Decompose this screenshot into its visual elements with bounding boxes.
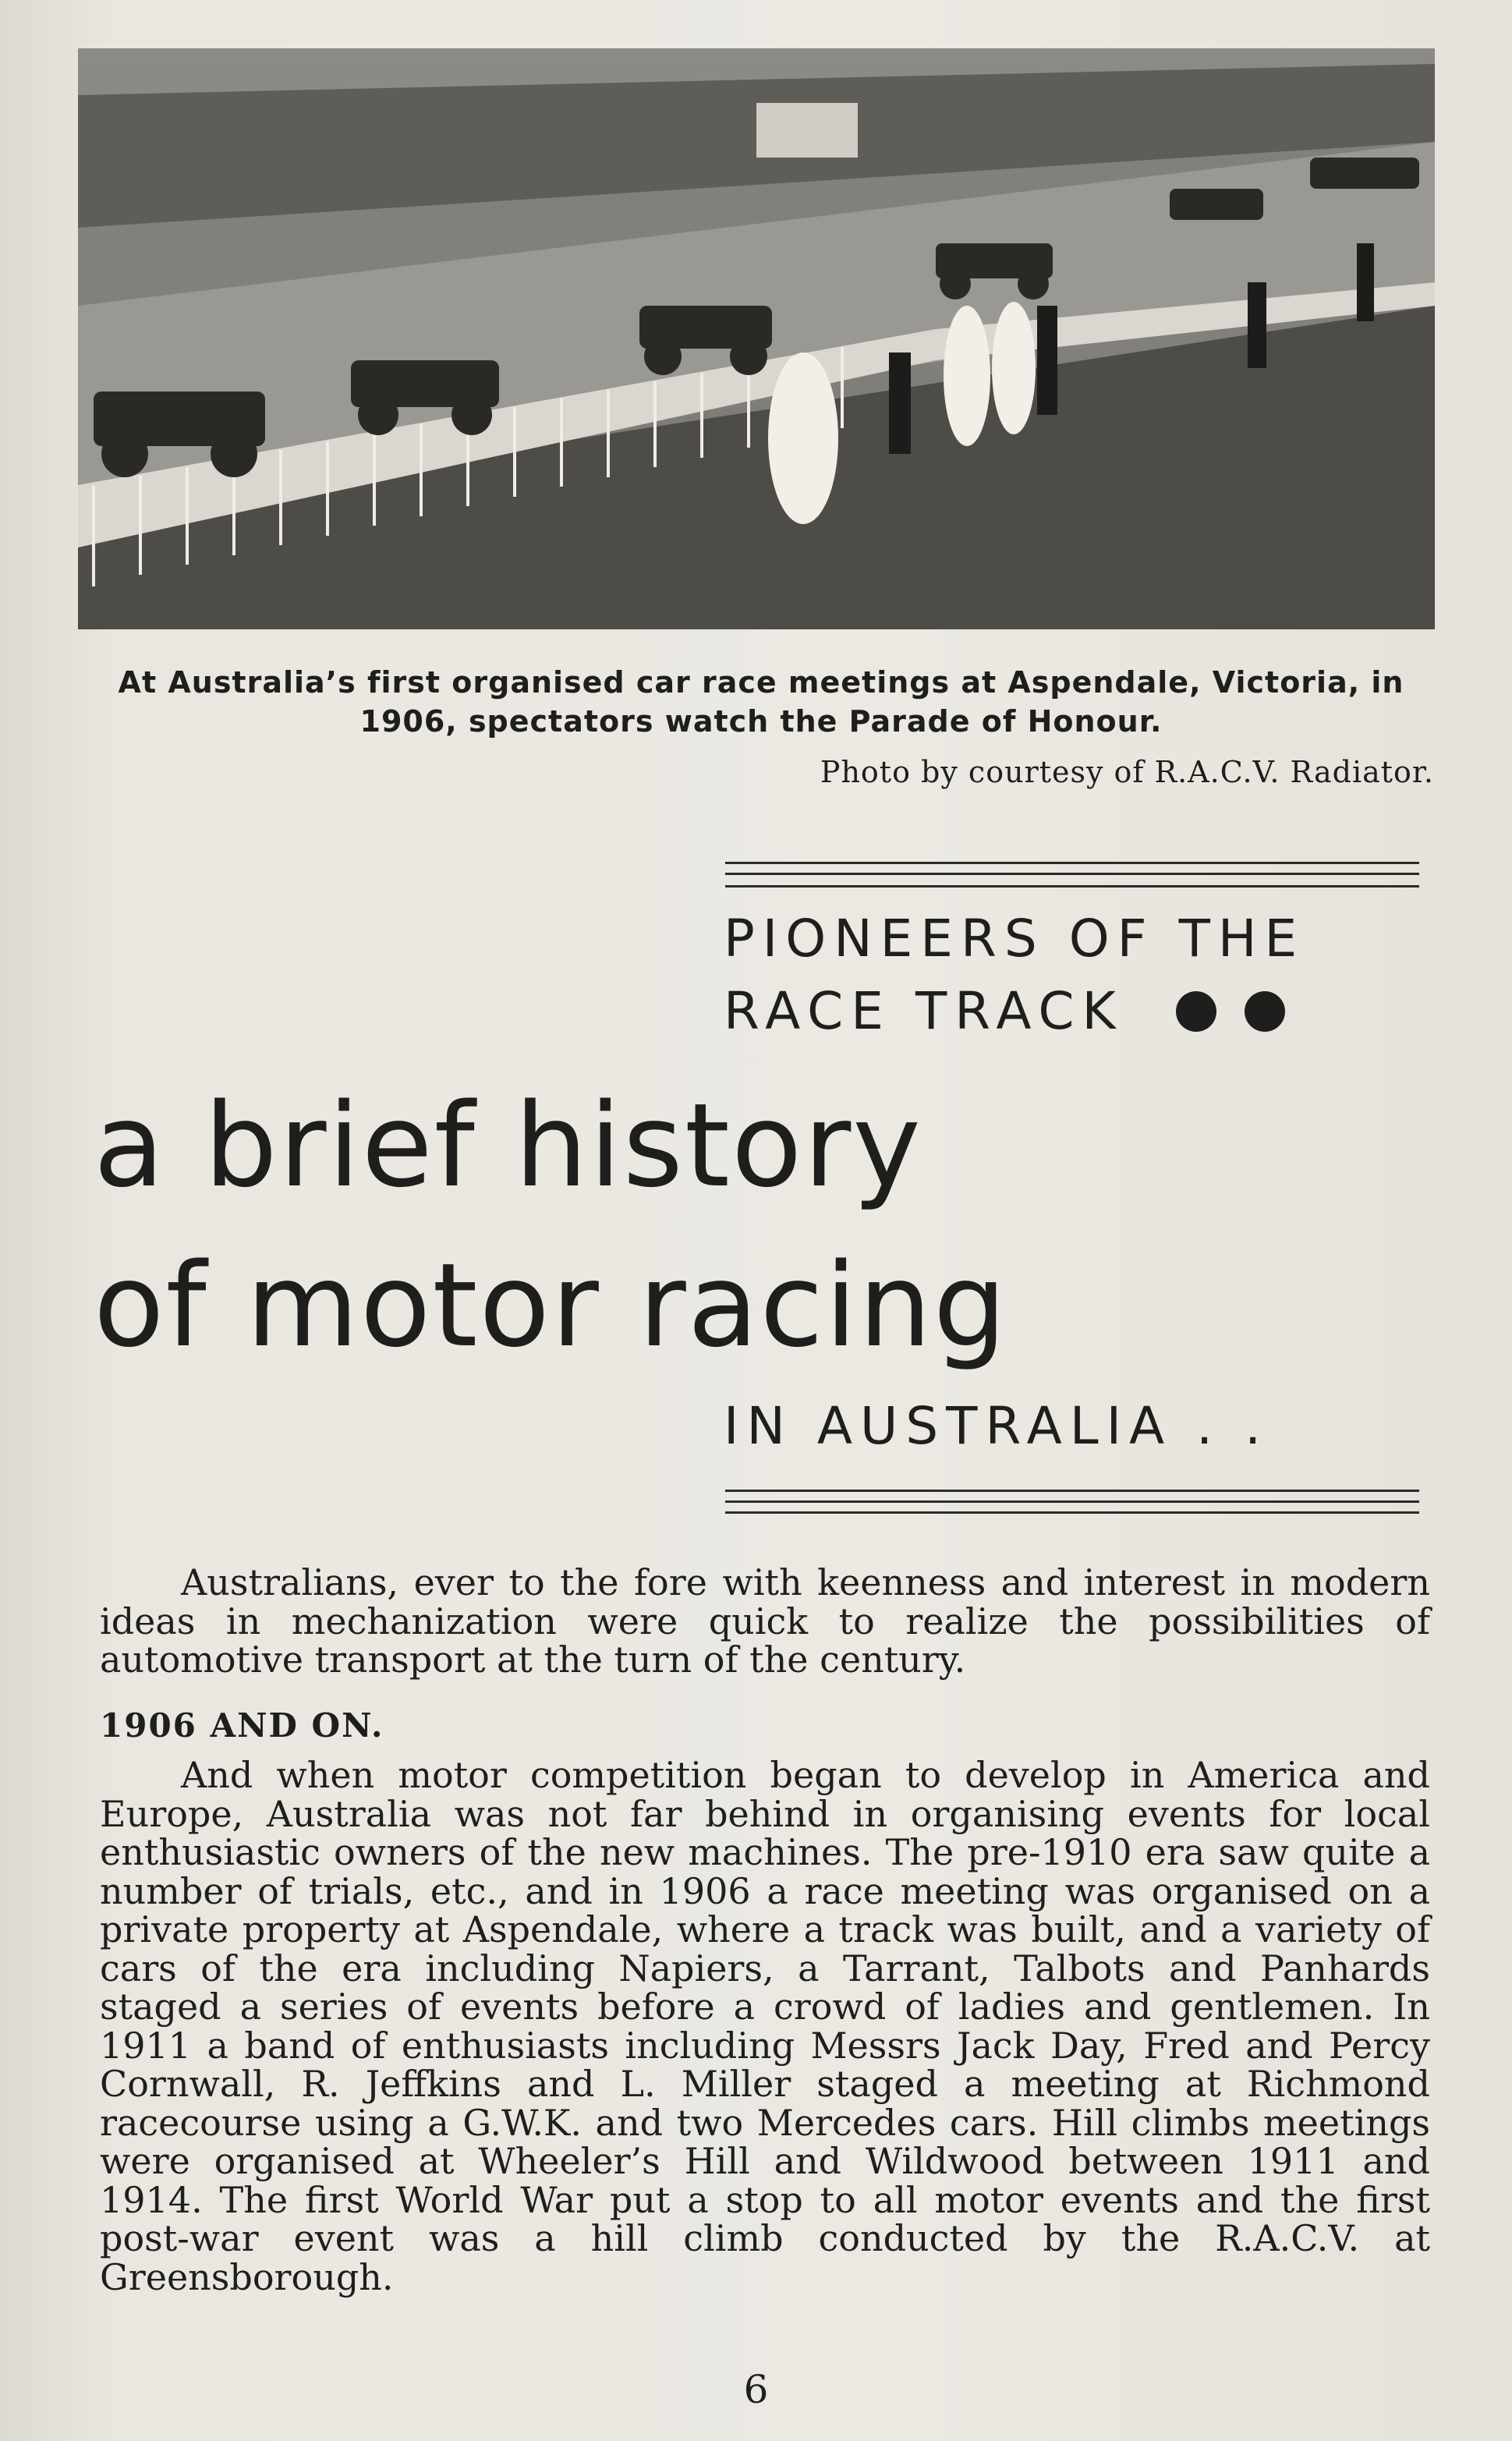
divider-bottom-1 <box>725 1490 1419 1492</box>
headline-line-2: of motor racing <box>94 1238 1008 1373</box>
divider-bottom-2 <box>725 1500 1419 1503</box>
divider-top-2 <box>725 873 1419 875</box>
headline-line-1: a brief history <box>94 1079 922 1213</box>
kicker-line-1: PIONEERS OF THE <box>724 909 1305 969</box>
page-number: 6 <box>743 2367 769 2412</box>
bullet-dots-icon <box>1176 984 1313 1044</box>
divider-top-3 <box>725 885 1419 887</box>
divider-bottom-3 <box>725 1511 1419 1514</box>
kicker-line-2 <box>724 981 1313 1044</box>
divider-top-1 <box>725 862 1419 864</box>
section-paragraph: And when motor competition began to develop in America and Europe, Australia was not far behind in organising events for local enthusiastic owners of the new machines. The pre-1910 era saw quite a number of trials, etc., and in 1906 a race meeting was organised on a private property at Aspendale, where a track was built, and a variety of cars of the era including Napiers, a Tarrant, Talbots and Panhards staged a series of events before a crowd of ladies and gentlemen. In 1911 a band of enthusiasts including Messrs Jack Day, Fred and Percy Cornwall, R. Jeffkins and L. Miller staged a meeting at Richmond racecourse using a G.W.K. and two Mercedes cars. Hill climbs meetings were organised at Wheeler’s Hill and Wildwood between 1911 and 1914. The first World War put a stop to all motor events and the first post-war event was a hill climb conducted by the R.A.C.V. at Greensborough. <box>100 1754 1430 2298</box>
subtitle: IN AUSTRALIA . . <box>724 1396 1269 1456</box>
photo-credit: Photo by courtesy of R.A.C.V. Radiator. <box>820 755 1434 789</box>
section-heading: 1906 AND ON. <box>100 1706 384 1745</box>
intro-paragraph: Australians, ever to the fore with keenness and interest in modern ideas in mechanization were quick to realize the possibilities of automotive transport at the turn of the century. <box>100 1561 1430 1681</box>
photo-illustration <box>78 48 1435 629</box>
race-photo <box>78 48 1435 629</box>
photo-caption: At Australia’s first organised car race meetings at Aspendale, Victoria, in 1906, spectators watch the Parade of Honour. <box>118 665 1404 739</box>
kicker-line-2-text: RACE TRACK <box>724 981 1124 1041</box>
